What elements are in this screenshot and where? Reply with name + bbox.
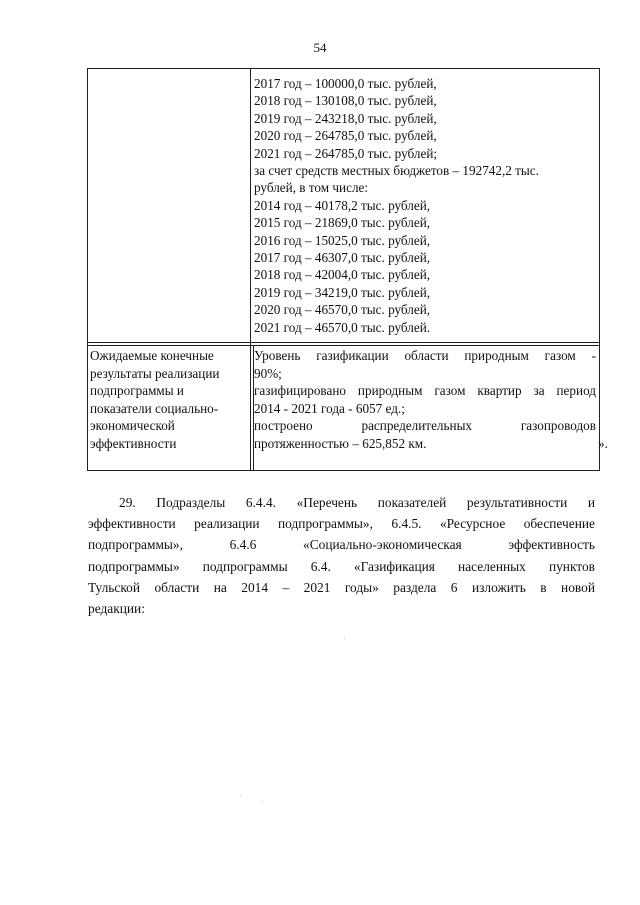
amendment-paragraph <box>88 492 595 619</box>
funding-line: 2018 год – 130108,0 тыс. рублей, <box>254 93 437 109</box>
funding-line: 2019 год – 243218,0 тыс. рублей, <box>254 110 437 126</box>
funding-line: 2018 год – 42004,0 тыс. рублей, <box>254 267 431 283</box>
table-column-divider <box>250 69 251 470</box>
paragraph-line: подпрограммы» подпрограммы 6.4. «Газификация населенных пунктов <box>88 558 595 574</box>
results-value-line: 90%; <box>254 365 282 381</box>
scan-speck <box>240 795 241 796</box>
funding-line: за счет средств местных бюджетов – 192742,2 тыс. <box>254 163 539 179</box>
results-value-line: Уровень газификации области природным газом - <box>254 348 596 363</box>
paragraph-line: 29. Подразделы 6.4.4. «Перечень показателей результативности и <box>119 495 595 510</box>
results-label-line: результаты реализации <box>90 365 220 381</box>
results-value-cell <box>254 347 596 453</box>
page-number: 54 <box>313 40 327 55</box>
funding-line: 2020 год – 46570,0 тыс. рублей, <box>254 302 431 318</box>
scan-speck <box>344 638 345 639</box>
closing-quote: ». <box>598 436 608 451</box>
funding-line: 2015 год – 21869,0 тыс. рублей, <box>254 215 431 231</box>
funding-line: 2014 год – 40178,2 тыс. рублей, <box>254 197 431 213</box>
results-label-cell <box>90 347 250 453</box>
paragraph-line: подпрограммы», 6.4.6 «Социально-экономическая эффективность <box>88 537 595 553</box>
funding-line: 2021 год – 264785,0 тыс. рублей; <box>254 145 438 161</box>
funding-line: 2017 год – 100000,0 тыс. рублей, <box>254 76 437 91</box>
funding-line: 2016 год – 15025,0 тыс. рублей, <box>254 232 431 248</box>
paragraph-line: Тульской области на 2014 – 2021 годы» раздела 6 изложить в новой <box>88 579 595 595</box>
results-label-line: экономической <box>90 418 175 434</box>
results-label-line: подпрограммы и <box>90 383 184 399</box>
paragraph-line: редакции: <box>88 601 145 617</box>
results-value-line: 2014 - 2021 года - 6057 ед.; <box>254 400 405 416</box>
scan-speck <box>262 801 263 802</box>
funding-line: 2019 год – 34219,0 тыс. рублей, <box>254 284 431 300</box>
results-value-line: протяженностью – 625,852 км. <box>254 435 427 451</box>
funding-line: 2020 год – 264785,0 тыс. рублей, <box>254 128 437 144</box>
results-label-line: показатели социально- <box>90 400 219 416</box>
funding-line: 2017 год – 46307,0 тыс. рублей, <box>254 250 431 266</box>
results-label-line: эффективности <box>90 435 177 451</box>
results-value-line: построено распределительных газопроводов <box>254 418 596 434</box>
paragraph-line: эффективности реализации подпрограммы», 6.4.5. «Ресурсное обеспечение <box>88 516 595 532</box>
table-row-divider-double <box>88 345 599 346</box>
funding-line: рублей, в том числе: <box>254 180 369 196</box>
funding-cell <box>254 75 594 336</box>
results-label-line: Ожидаемые конечные <box>90 348 214 363</box>
table-row-divider <box>88 342 599 343</box>
results-value-line: газифицировано природным газом квартир за период <box>254 383 596 399</box>
funding-line: 2021 год – 46570,0 тыс. рублей. <box>254 319 431 335</box>
